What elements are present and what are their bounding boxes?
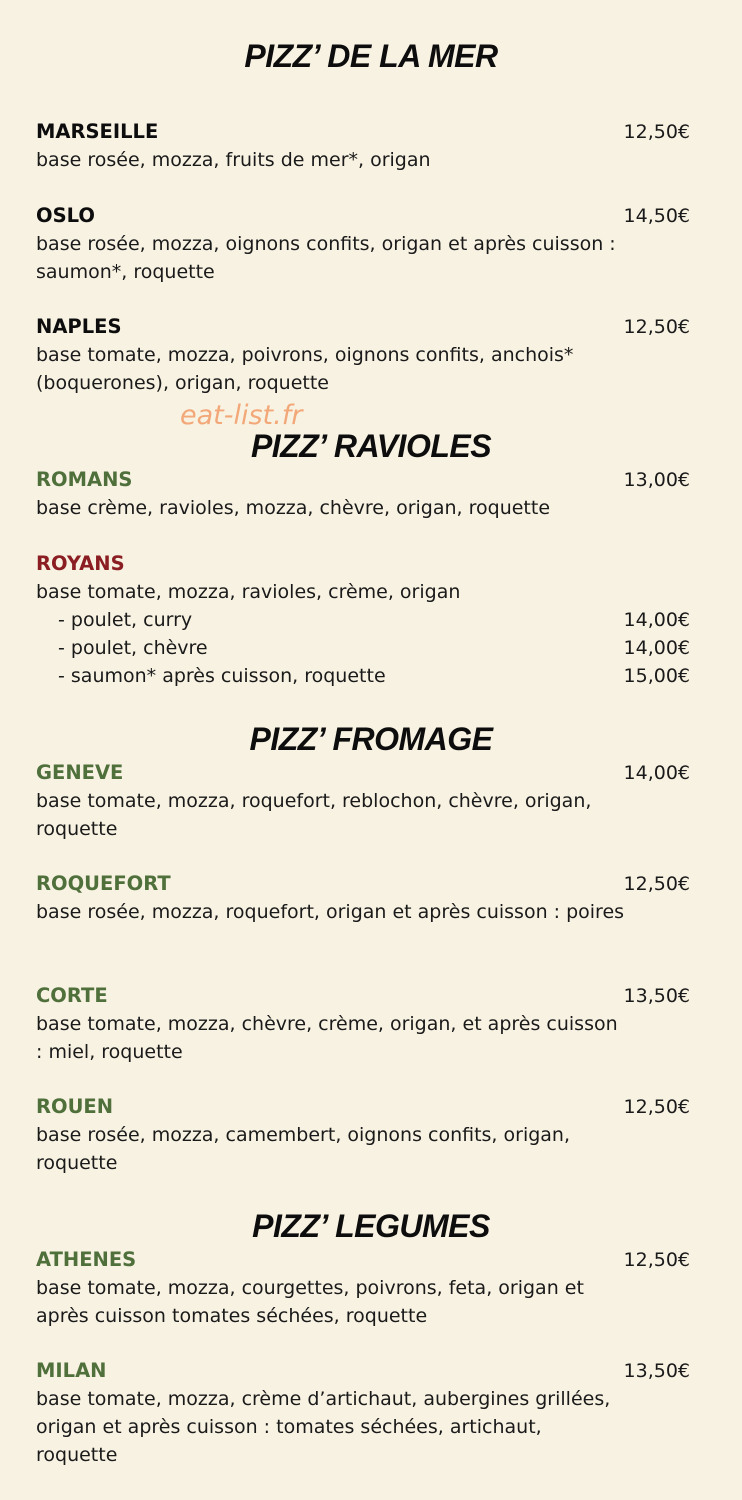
item-name: ROYANS: [36, 552, 125, 575]
item-name: NAPLES: [36, 315, 122, 338]
menu-item-romans: [36, 466, 696, 522]
menu-item-milan: [36, 1357, 696, 1469]
item-price: 12,50€: [623, 1249, 690, 1271]
item-name: CORTE: [36, 984, 108, 1007]
menu-item-roquefort: [36, 870, 696, 926]
section-title-fromage: PIZZ’ FROMAGE: [249, 721, 493, 757]
menu-item-royans: [36, 550, 696, 690]
item-description: base rosée, mozza, camembert, oignons confits, origan, roquette: [36, 1124, 571, 1174]
option-row: [36, 606, 696, 634]
item-price: 13,50€: [623, 1360, 690, 1382]
item-price: 12,50€: [623, 873, 690, 895]
item-name: ROMANS: [36, 468, 133, 491]
item-description: base tomate, mozza, courgettes, poivrons, feta, origan et après cuisson tomates séchées, roquette: [36, 1277, 584, 1327]
option-price: 14,00€: [623, 637, 690, 659]
item-price: 12,50€: [623, 316, 690, 338]
item-description: base tomate, mozza, ravioles, crème, origan: [36, 581, 461, 603]
item-description: base tomate, mozza, chèvre, crème, origan, et après cuisson : miel, roquette: [36, 1013, 618, 1063]
item-description: base rosée, mozza, roquefort, origan et après cuisson : poires: [36, 901, 625, 923]
item-description: base crème, ravioles, mozza, chèvre, origan, roquette: [36, 497, 551, 519]
item-price: 12,50€: [623, 1096, 690, 1118]
option-price: 15,00€: [623, 665, 690, 687]
item-name: ATHENES: [36, 1248, 137, 1271]
item-price: 14,00€: [623, 762, 690, 784]
option-row: [36, 662, 696, 690]
item-name: MARSEILLE: [36, 120, 159, 143]
section-title-legumes: PIZZ’ LEGUMES: [252, 1208, 490, 1244]
section-title-ravioles: PIZZ’ RAVIOLES: [250, 428, 492, 464]
item-name: GENEVE: [36, 761, 124, 784]
item-description: base tomate, mozza, poivrons, oignons confits, anchois* (boquerones), origan, roquette: [36, 344, 574, 394]
item-price: 12,50€: [623, 121, 690, 143]
item-name: OSLO: [36, 204, 95, 227]
item-name: ROQUEFORT: [36, 872, 171, 895]
item-description: base tomate, mozza, crème d’artichaut, aubergines grillées, origan et après cuisson : tomates séchées, artichaut, roquette: [36, 1388, 611, 1466]
watermark-text: eat-list.fr: [180, 400, 303, 431]
option-price: 14,00€: [623, 609, 690, 631]
option-label: - saumon* après cuisson, roquette: [58, 665, 386, 687]
item-description: base tomate, mozza, roquefort, reblochon, chèvre, origan, roquette: [36, 790, 592, 840]
item-description: base rosée, mozza, fruits de mer*, origan: [36, 149, 431, 171]
item-price: 14,50€: [623, 205, 690, 227]
section-title-mer: PIZZ’ DE LA MER: [244, 38, 498, 74]
menu-item-rouen: [36, 1093, 696, 1177]
item-name: ROUEN: [36, 1095, 114, 1118]
menu-item-naples: [36, 313, 696, 397]
option-label: - poulet, curry: [58, 609, 193, 631]
menu-item-geneve: [36, 759, 696, 843]
menu-item-oslo: [36, 202, 696, 286]
option-label: - poulet, chèvre: [58, 637, 208, 659]
item-description: base rosée, mozza, oignons confits, origan et après cuisson : saumon*, roquette: [36, 233, 616, 283]
menu-item-corte: [36, 982, 696, 1066]
item-name: MILAN: [36, 1359, 107, 1382]
menu-item-athenes: [36, 1246, 696, 1330]
item-price: 13,00€: [623, 469, 690, 491]
item-price: 13,50€: [623, 985, 690, 1007]
option-row: [36, 634, 696, 662]
menu-item-marseille: [36, 118, 696, 174]
